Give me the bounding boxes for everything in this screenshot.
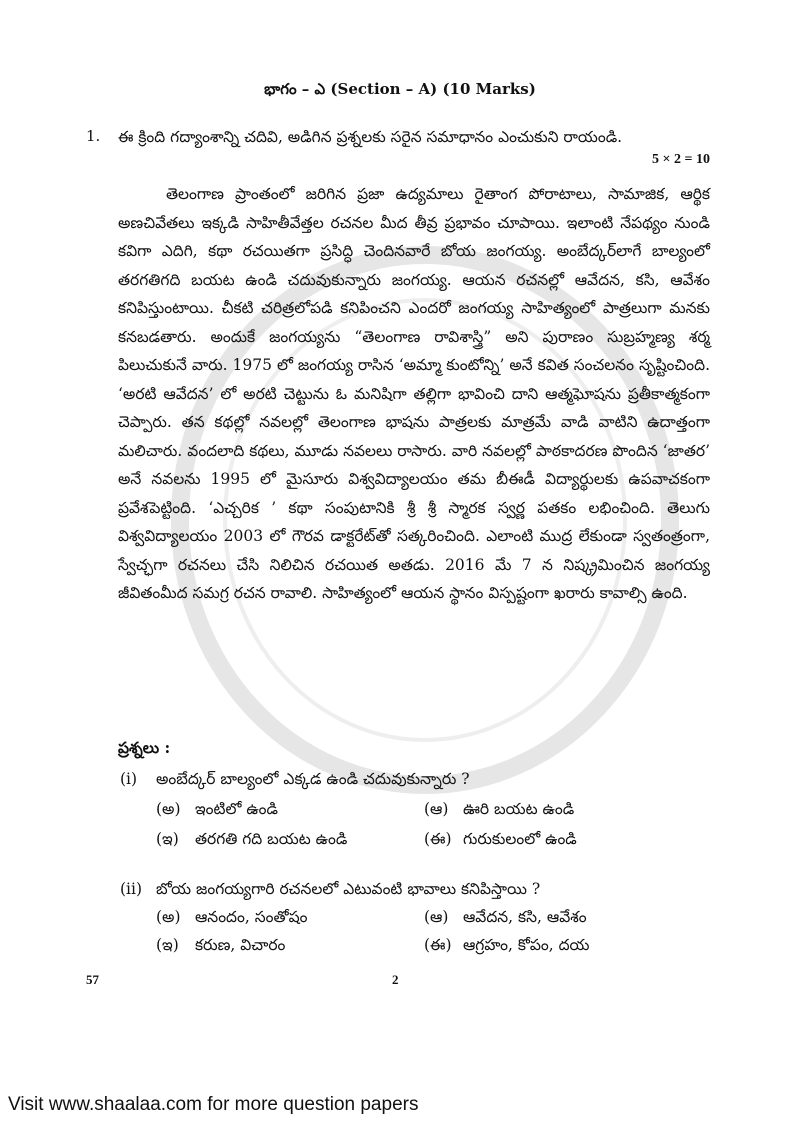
option-text: ఆనందం, సంతోషం bbox=[194, 908, 308, 926]
option-a bbox=[156, 800, 278, 822]
section-header: భాగం – ఎ (Section – A) (10 Marks) bbox=[264, 80, 536, 98]
option-aa bbox=[424, 908, 587, 930]
visit-banner-link[interactable]: Visit www.shaalaa.com for more question papers bbox=[8, 1094, 419, 1115]
option-ee bbox=[424, 830, 577, 852]
option-text: కరుణ, విచారం bbox=[194, 936, 286, 954]
subquestion-number: (i) bbox=[120, 770, 138, 788]
option-text: ఇంటిలో ఉండి bbox=[194, 800, 279, 818]
option-label: (ఈ) bbox=[424, 830, 452, 848]
passage bbox=[118, 180, 710, 608]
subquestion-number: (ii) bbox=[120, 880, 143, 898]
question-number: 1. bbox=[86, 127, 101, 145]
option-text: ఆగ్రహం, కోపం, దయ bbox=[462, 936, 590, 954]
subquestion-text: అంబేద్కర్ బాల్యంలో ఎక్కడ ఉండి చదువుకున్నారు ? bbox=[156, 770, 470, 788]
option-ee bbox=[424, 936, 589, 958]
option-aa bbox=[424, 800, 574, 822]
passage-text: తెలంగాణ ప్రాంతంలో జరిగిన ప్రజా ఉద్యమాలు రైతాంగ పోరాటాలు, సామాజిక, ఆర్థిక అణచివేతలు ఇక్కడి సాహితీవేత్తల రచనల మీద తీవ్ర ప్రభావం చూపాయి. ఇలాంటి నేపథ్యం నుండి కవిగా ఎదిగి, కథా రచయితగా ప్రసిద్ధి చెందినవారే బోయ జంగయ్య. అంబేద్కర్‌లాగే బాల్యంలో తరగతిగది బయట ఉండి చదువుకున్నారు జంగయ్య. ఆయన రచనల్లో ఆవేదన, కసి, ఆవేశం కనిపిస్తుంటాయి. చీకటి చరిత్రలోపడి కనిపించని ఎందరో జంగయ్య సాహిత్యంలో పాత్రలుగా మనకు కనబడతారు. అందుకే జంగయ్యను “తెలంగాణ రావిశాస్త్రి” అని పురాణం సుబ్రహ్మణ్య శర్మ పిలుచుకునే వారు. 1975 లో జంగయ్య రాసిన ‘అమ్మా కుంటోన్ని’ అనే కవిత సంచలనం సృష్టించింది. ‘అరటి ఆవేదన’ లో అరటి చెట్టును ఓ మనిషిగా తల్లిగా భావించి దాని ఆత్మఘోషను ప్రతీకాత్మకంగా చెప్పారు. తన కథల్లో నవలల్లో తెలంగాణ భాషను పాత్రలకు మాత్రమే వాడి వాటిని ఉదాత్తంగా మలిచారు. వందలాది కథలు, మూడు నవలలు రాసారు. వారి నవలల్లో పాఠకాదరణ పొందిన ‘జాతర’ అనే నవలను 1995 లో మైసూరు విశ్వవిద్యాలయం తమ బీఈడీ విద్యార్థులకు ఉపవాచకంగా ప్రవేశపెట్టింది. ‘ఎచ్చరిక ’ కథా సంపుటానికి శ్రీ శ్రీ స్మారక స్వర్ణ పతకం లభించింది. తెలుగు విశ్వవిద్యాలయం 2003 లో గౌరవ డాక్టరేట్‌తో సత్కరించింది. ఎలాంటి ముద్ర లేకుండా స్వతంత్రంగా, స్వేచ్ఛగా రచనలు చేసి నిలిచిన రచయిత అతడు. 2016 మే 7 న నిష్క్రమించిన జంగయ్య జీవితంమీద సమగ్ర రచన రావాలి. సాహిత్యంలో ఆయన స్థానం విస్పష్టంగా ఖరారు కావాల్సి ఉంది. bbox=[118, 185, 710, 602]
option-label: (ఈ) bbox=[424, 936, 452, 954]
option-i bbox=[156, 830, 347, 852]
option-text: ఊరి బయట ఉండి bbox=[462, 800, 575, 818]
page-number: 2 bbox=[392, 972, 399, 987]
option-text: తరగతి గది బయట ఉండి bbox=[194, 830, 348, 848]
option-label: (ఇ) bbox=[156, 830, 179, 848]
subquestion-text: బోయ జంగయ్యగారి రచనలలో ఎటువంటి భావాలు కనిపిస్తాయి ? bbox=[156, 880, 541, 898]
option-a bbox=[156, 908, 307, 930]
option-label: (అ) bbox=[156, 800, 181, 818]
option-label: (ఇ) bbox=[156, 936, 179, 954]
option-label: (ఆ) bbox=[424, 908, 449, 926]
option-label: (అ) bbox=[156, 908, 181, 926]
option-text: ఆవేదన, కసి, ఆవేశం bbox=[462, 908, 587, 926]
marks-allocation: 5 × 2 = 10 bbox=[652, 152, 710, 167]
question-instruction: ఈ క్రింది గద్యాంశాన్ని చదివి, అడిగిన ప్రశ్నలకు సరైన సమాధానం ఎంచుకుని రాయండి. bbox=[118, 128, 623, 146]
paper-code: 57 bbox=[86, 972, 99, 987]
option-i bbox=[156, 936, 285, 958]
questions-heading: ప్రశ్నలు : bbox=[118, 738, 171, 757]
option-label: (ఆ) bbox=[424, 800, 449, 818]
option-text: గురుకులంలో ఉండి bbox=[462, 830, 577, 848]
